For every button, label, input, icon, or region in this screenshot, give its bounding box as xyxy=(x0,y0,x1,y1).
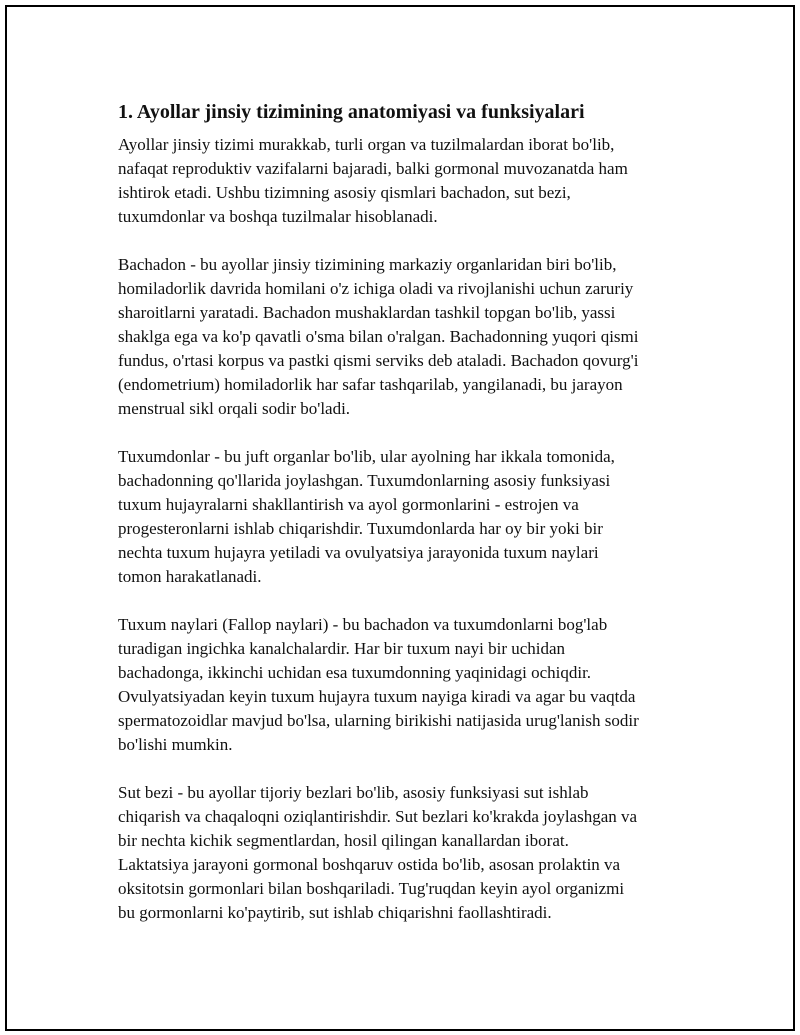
text-line: bachadonga, ikkinchi uchidan esa tuxumdonning yaqinidagi ochiqdir. xyxy=(118,663,592,682)
document-body xyxy=(118,99,698,949)
text-line: nechta tuxum hujayra yetiladi va ovulyatsiya jarayonida tuxum naylari xyxy=(118,543,599,562)
text-line: bu gormonlarni ko'paytirib, sut ishlab chiqarishni faollashtiradi. xyxy=(118,903,552,922)
text-line: tomon harakatlanadi. xyxy=(118,567,262,586)
text-line: fundus, o'rtasi korpus va pastki qismi serviks deb ataladi. Bachadon qovurg'i xyxy=(118,351,639,370)
section-heading: 1. Ayollar jinsiy tizimining anatomiyasi va funksiyalari xyxy=(118,101,585,123)
page-frame xyxy=(5,5,795,1031)
text-line: progesteronlarni ishlab chiqarishdir. Tuxumdonlarda har oy bir yoki bir xyxy=(118,519,603,538)
text-line: Sut bezi - bu ayollar tijoriy bezlari bo'lib, asosiy funksiyasi sut ishlab xyxy=(118,783,589,802)
paragraph-intro xyxy=(118,133,698,229)
text-line: bo'lishi mumkin. xyxy=(118,735,233,754)
text-line: Tuxumdonlar - bu juft organlar bo'lib, ular ayolning har ikkala tomonida, xyxy=(118,447,615,466)
text-line: Ovulyatsiyadan keyin tuxum hujayra tuxum nayiga kiradi va agar bu vaqtda xyxy=(118,687,636,706)
text-line: Ayollar jinsiy tizimi murakkab, turli organ va tuzilmalardan iborat bo'lib, xyxy=(118,135,615,154)
text-line: ishtirok etadi. Ushbu tizimning asosiy qismlari bachadon, sut bezi, xyxy=(118,183,571,202)
text-line: bir nechta kichik segmentlardan, hosil qilingan kanallardan iborat. xyxy=(118,831,569,850)
text-line: Laktatsiya jarayoni gormonal boshqaruv ostida bo'lib, asosan prolaktin va xyxy=(118,855,621,874)
text-line: chiqarish va chaqaloqni oziqlantirishdir. Sut bezlari ko'krakda joylashgan va xyxy=(118,807,638,826)
text-line: bachadonning qo'llarida joylashgan. Tuxumdonlarning asosiy funksiyasi xyxy=(118,471,611,490)
text-line: turadigan ingichka kanalchalardir. Har bir tuxum nayi bir uchidan xyxy=(118,639,566,658)
paragraph-sut-bezi xyxy=(118,781,698,925)
paragraph-tuxumdonlar xyxy=(118,445,698,589)
text-line: menstrual sikl orqali sodir bo'ladi. xyxy=(118,399,351,418)
text-line: (endometrium) homiladorlik har safar tashqarilab, yangilanadi, bu jarayon xyxy=(118,375,623,394)
text-line: sharoitlarni yaratadi. Bachadon mushaklardan tashkil topgan bo'lib, yassi xyxy=(118,303,616,322)
text-line: spermatozoidlar mavjud bo'lsa, ularning birikishi natijasida urug'lanish sodir xyxy=(118,711,639,730)
text-line: homiladorlik davrida homilani o'z ichiga oladi va rivojlanishi uchun zaruriy xyxy=(118,279,634,298)
paragraph-bachadon xyxy=(118,253,698,421)
text-line: oksitotsin gormonlari bilan boshqariladi. Tug'ruqdan keyin ayol organizmi xyxy=(118,879,625,898)
text-line: tuxumdonlar va boshqa tuzilmalar hisoblanadi. xyxy=(118,207,438,226)
text-line: Bachadon - bu ayollar jinsiy tizimining markaziy organlaridan biri bo'lib, xyxy=(118,255,617,274)
text-line: shaklga ega va ko'p qavatli o'sma bilan o'ralgan. Bachadonning yuqori qismi xyxy=(118,327,639,346)
text-line: tuxum hujayralarni shakllantirish va ayol gormonlarini - estrojen va xyxy=(118,495,579,514)
text-line: Tuxum naylari (Fallop naylari) - bu bachadon va tuxumdonlarni bog'lab xyxy=(118,615,608,634)
text-line: nafaqat reproduktiv vazifalarni bajaradi, balki gormonal muvozanatda ham xyxy=(118,159,628,178)
paragraph-tuxum-naylari xyxy=(118,613,698,757)
